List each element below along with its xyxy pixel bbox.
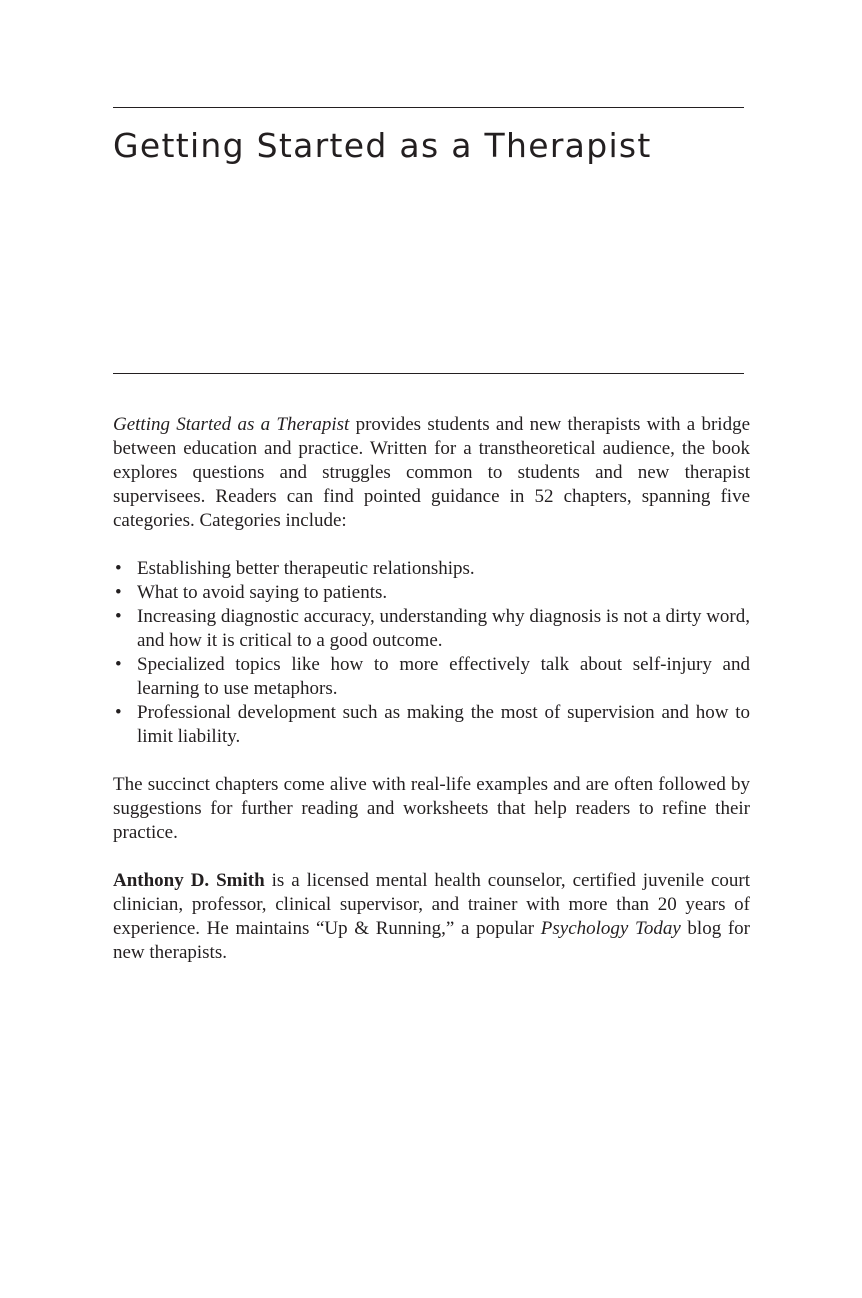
bullet-icon: •: [115, 702, 122, 723]
list-item-text: Specialized topics like how to more effectively talk about self-injury and learning to use metaphors.: [137, 654, 750, 699]
page-title: Getting Started as a Therapist: [113, 126, 652, 165]
author-name: Anthony D. Smith: [113, 870, 265, 891]
bottom-rule: [113, 373, 744, 374]
closing-paragraph: The succinct chapters come alive with real-life examples and are often followed by suggestions for further reading and worksheets that help readers to refine their practice.: [113, 774, 750, 843]
author-bio: [113, 869, 750, 965]
list-item-text: Increasing diagnostic accuracy, understanding why diagnosis is not a dirty word, and how it is critical to a good outcome.: [137, 606, 750, 651]
bullet-icon: •: [115, 654, 122, 675]
author-bio-text: is a licensed mental health counselor, certified juvenile court clinician, professor, clinical supervisor, and trainer with more than 20 years of experience. He maintains “Up & Running,” a popular: [113, 870, 750, 939]
list-item: [113, 581, 750, 605]
bullet-icon: •: [115, 606, 122, 627]
top-rule: [113, 107, 744, 108]
magazine-title-italic: Psychology Today: [540, 918, 681, 939]
list-item: [113, 557, 750, 581]
book-description: [113, 413, 750, 989]
list-item: [113, 605, 750, 653]
bullet-icon: •: [115, 582, 122, 603]
list-item-text: What to avoid saying to patients.: [137, 582, 388, 603]
list-item: [113, 653, 750, 701]
list-item-text: Establishing better therapeutic relationships.: [137, 558, 475, 579]
book-title-italic: Getting Started as a Therapist: [113, 414, 350, 435]
bullet-icon: •: [115, 558, 122, 579]
list-item-text: Professional development such as making the most of supervision and how to limit liability.: [137, 702, 750, 747]
category-list: [113, 557, 750, 749]
list-item: [113, 701, 750, 749]
intro-paragraph: [113, 413, 750, 533]
author-bio-text-end: blog for new therapists.: [113, 918, 750, 963]
intro-text: provides students and new therapists with a bridge between education and practice. Written for a transtheoretical audience, the book explores questions and struggles common to students and new therapist supervisees. Readers can find pointed guidance in 52 chapters, spanning five categories. Categories include:: [113, 414, 750, 531]
